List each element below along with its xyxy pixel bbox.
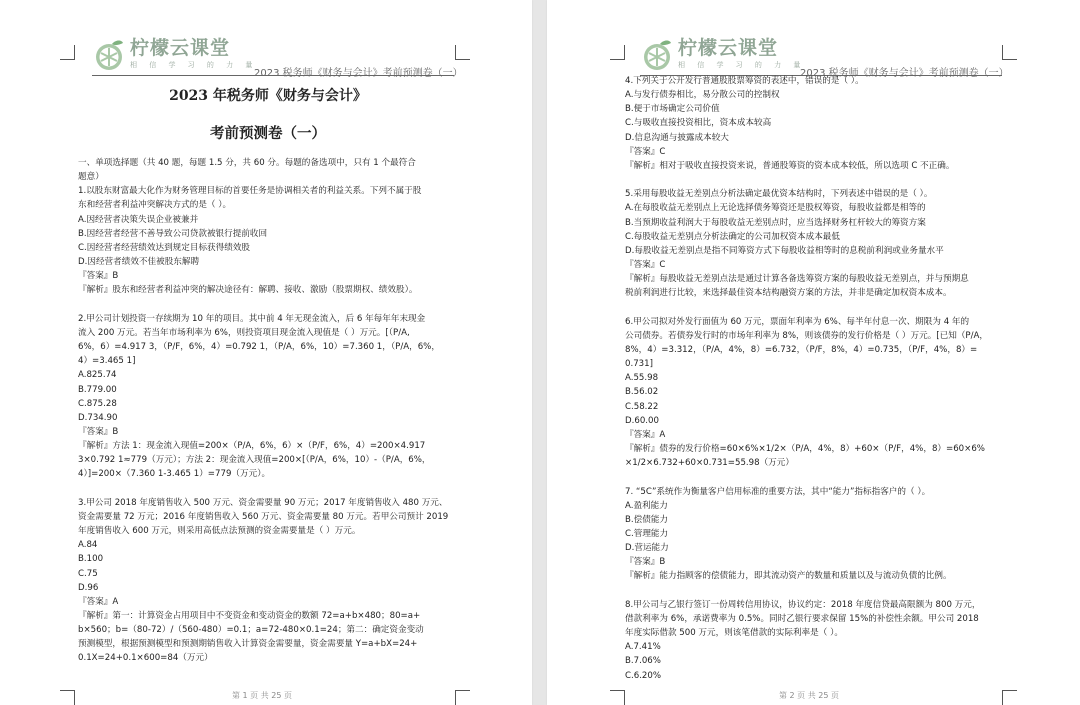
text-line: 『答案』B (625, 557, 666, 568)
text-line: 『答案』A (78, 596, 119, 607)
text-line: 6%，6）=4.917 3，（P/F，6%，4）=0.792 1，（P/A，6%，10）=7.360 1，（P/A，6%， (78, 342, 440, 353)
text-line: A.55.98 (625, 373, 659, 384)
text-line: 2.甲公司计划投资一存续期为 10 年的项目。其中前 4 年无现金流入，后 6 年每年年末现金 (78, 313, 426, 324)
text-line: B.56.02 (625, 387, 659, 398)
text-line: A.7.41% (625, 642, 661, 653)
text-line: 4）]=200×（7.360 1-3.465 1）=779（万元）。 (78, 469, 271, 480)
text-line: 『解析』债券的发行价格=60×6%×1/2×（P/A，4%，8）+60×（P/F，4%，8）=60×6% (625, 444, 985, 455)
text-line: 1.以股东财富最大化作为财务管理目标的首要任务是协调相关者的利益关系。下列不属于股 (78, 186, 422, 197)
text-line (625, 584, 1005, 598)
document-title: 2023 年税务师《财务与会计》 (169, 88, 367, 104)
text-line: 『答案』B (78, 426, 119, 437)
text-line: 0.1X=24+0.1×600=84（万元） (78, 653, 213, 664)
text-line: B.779.00 (78, 384, 117, 395)
text-line: 题意） (78, 172, 104, 183)
brand-logo (92, 38, 257, 72)
text-line (625, 173, 1005, 187)
text-line: C.管理能力 (625, 529, 669, 539)
document-subtitle: 考前预测卷（一） (210, 125, 326, 142)
brand-name: 柠檬云课堂 (130, 37, 231, 59)
text-line: 『解析』第一：计算资金占用项目中不变资金和变动资金的数额 72=a+b×480；80=a+ (78, 611, 421, 621)
text-line: C.与吸收直接投资相比，资本成本较高 (625, 118, 772, 129)
page-body (625, 74, 1005, 683)
text-line: C.875.28 (78, 398, 117, 409)
header-title: 2023 税务师《财务与会计》考前预测卷（一） (254, 68, 463, 79)
text-line: 7. “5C”系统作为衡量客户信用标准的重要方法，其中“能力”指标指客户的（ ）。 (625, 486, 931, 497)
text-line: 流入 200 万元。若当年市场利率为 6%，则投资项目现金流入现值是（ ）万元。[（P/A, (78, 327, 410, 338)
text-line: D.信息沟通与披露成本较大 (625, 132, 729, 143)
header-title: 2023 税务师《财务与会计》考前预测卷（一） (800, 68, 1009, 79)
header-rule (92, 75, 454, 76)
text-line: 公司债券。若债券发行时的市场年利率为 8%，则该债券的发行价格是（ ）万元。[已知（P/A， (625, 330, 988, 341)
crop-mark (1002, 45, 1017, 60)
text-line: B.7.06% (625, 656, 661, 667)
text-line: 8.甲公司与乙银行签订一份周转信用协议，协议约定：2018 年度信贷最高限额为 800 万元， (625, 599, 981, 610)
page-footer: 第 2 页 共 25 页 (779, 691, 839, 700)
page-body (78, 86, 458, 666)
page-footer: 第 1 页 共 25 页 (232, 691, 292, 700)
text-line: 年度实际借款 500 万元，则该笔借款的实际利率是（ ）。 (625, 628, 843, 639)
brand-slogan: 相 信 学 习 的 力 量 (678, 61, 806, 69)
text-line: 『答案』B (78, 271, 119, 282)
document-page-1 (0, 0, 532, 705)
text-line: C.58.22 (625, 401, 659, 412)
text-line: A.与发行债券相比，易分散公司的控制权 (625, 90, 780, 101)
text-line: 5.采用每股收益无差别点分析法确定最优资本结构时，下列表述中错误的是（ ）。 (625, 189, 933, 200)
crop-mark (60, 45, 75, 60)
text-line: C.6.20% (625, 670, 662, 681)
text-line: D.因经营者绩效不佳被股东解聘 (78, 257, 200, 268)
crop-mark (610, 690, 625, 705)
text-line: 『答案』C (625, 260, 666, 271)
crop-mark (610, 45, 625, 60)
text-line (625, 470, 1005, 484)
text-line: D.96 (78, 582, 99, 593)
lemon-slice-icon (92, 38, 126, 72)
text-line: B.当预期收益利润大于每股收益无差别点时，应当选择财务杠杆较大的筹资方案 (625, 217, 926, 228)
text-line: 税前利润进行比较，来选择最佳资本结构融资方案的方法，并非是确定加权资本成本。 (625, 288, 952, 299)
text-line: 3.甲公司 2018 年度销售收入 500 万元、资金需要量 90 万元；2017 年度销售收入 480 万元、 (78, 497, 448, 508)
text-line: D.60.00 (625, 415, 659, 426)
brand-name: 柠檬云课堂 (678, 37, 779, 59)
text-line: 『答案』C (625, 146, 666, 157)
text-line: A.825.74 (78, 370, 117, 381)
question-text (625, 74, 1005, 683)
crop-mark (60, 690, 75, 705)
text-line: A.在每股收益无差别点上无论选择债务筹资还是股权筹资，每股收益都是相等的 (625, 203, 926, 214)
crop-mark (455, 45, 470, 60)
text-line: 年度销售收入 600 万元，则采用高低点法预测的资金需要量是（ ）万元。 (78, 526, 361, 537)
text-line (78, 482, 458, 496)
text-line: 借款利率为 6%，承诺费率为 0.5%。同时乙银行要求保留 15%的补偿性余额。甲公司 2018 (625, 613, 979, 624)
text-line: 『解析』股东和经营者利益冲突的解决途径有：解聘、接收、激励（股票期权、绩效股）。 (78, 285, 418, 296)
crop-mark (1002, 690, 1017, 705)
text-line: A.因经营者决策失误企业被兼并 (78, 214, 199, 225)
question-text (78, 156, 458, 666)
document-page-2 (547, 0, 1080, 705)
text-line: B.偿债能力 (625, 514, 669, 525)
text-line: 6.甲公司拟对外发行面值为 60 万元，票面年利率为 6%、每半年付息一次、期限为 4 年的 (625, 316, 970, 327)
lemon-slice-icon (640, 38, 674, 72)
text-line: 8%，4）=3.312，（P/A，4%，8）=6.732，（P/F，8%，4）=0.735，（P/F，4%，8）= (625, 344, 978, 355)
text-line (78, 298, 458, 312)
text-line: 资金需要量 72 万元；2016 年度销售收入 560 万元、资金需要量 80 万元。若甲公司预计 2019 (78, 511, 449, 522)
page-gutter (532, 0, 547, 705)
text-line: 4）=3.465 1] (78, 356, 136, 367)
text-line: C.每股收益无差别点分析法确定的公司加权资本成本最低 (625, 231, 840, 242)
text-line: 『答案』A (625, 429, 666, 440)
text-line: C.因经营者经营绩效达到规定目标获得绩效股 (78, 242, 251, 253)
text-line: D.每股收益无差别点是指不同筹资方式下每股收益相等时的息税前利润或业务量水平 (625, 245, 944, 256)
text-line: 预测模型，根据预测模型和预测期销售收入计算资金需要量，资金需要量 Y=a+bX=24+ (78, 639, 418, 650)
text-line: 3×0.792 1≈779（万元）；方法 2：现金流入现值=200×[（P/A，6%，10）-（P/A，6%， (78, 455, 431, 466)
text-line: 『解析』能力指顾客的偿债能力，即其流动资产的数量和质量以及与流动负债的比例。 (625, 571, 952, 582)
text-line: b×560；b=（80-72）/（560-480）=0.1；a=72-480×0.1=24；第二：确定资金变动 (78, 625, 424, 636)
text-line: D.营运能力 (625, 543, 669, 554)
text-line: 『解析』方法 1：现金流入现值=200×（P/A，6%，6）×（P/F，6%，4）=200×4.917 (78, 441, 426, 452)
text-line: 『解析』相对于吸收直接投资来说，普通股筹资的资本成本较低，所以选项 C 不正确。 (625, 160, 955, 171)
text-line: 0.731] (625, 359, 653, 370)
text-line: D.734.90 (78, 412, 118, 423)
text-line: C.75 (78, 568, 98, 579)
text-line: A.盈利能力 (625, 500, 668, 511)
brand-slogan: 相 信 学 习 的 力 量 (130, 61, 258, 69)
text-line: ×1/2×6.732+60×0.731=55.98（万元） (625, 458, 794, 469)
text-line: 4.下列关于公开发行普通股股票筹资的表述中，错误的是（ ）。 (625, 76, 864, 86)
text-line: B.因经营者经营不善导致公司贷款被银行提前收回 (78, 228, 268, 239)
text-line: A.84 (78, 540, 98, 551)
text-line: B.便于市场确定公司价值 (625, 104, 720, 115)
text-line: B.100 (78, 554, 104, 565)
brand-logo (640, 38, 805, 72)
text-line: 东和经营者利益冲突解决方式的是（ ）。 (78, 200, 232, 211)
text-line: 一、单项选择题（共 40 题，每题 1.5 分，共 60 分。每题的备选项中，只有 1 个最符合 (78, 158, 416, 168)
text-line: 『解析』每股收益无差别点法是通过计算各备选筹资方案的每股收益无差别点，并与预期息 (625, 274, 969, 285)
text-line (625, 301, 1005, 315)
crop-mark (455, 690, 470, 705)
